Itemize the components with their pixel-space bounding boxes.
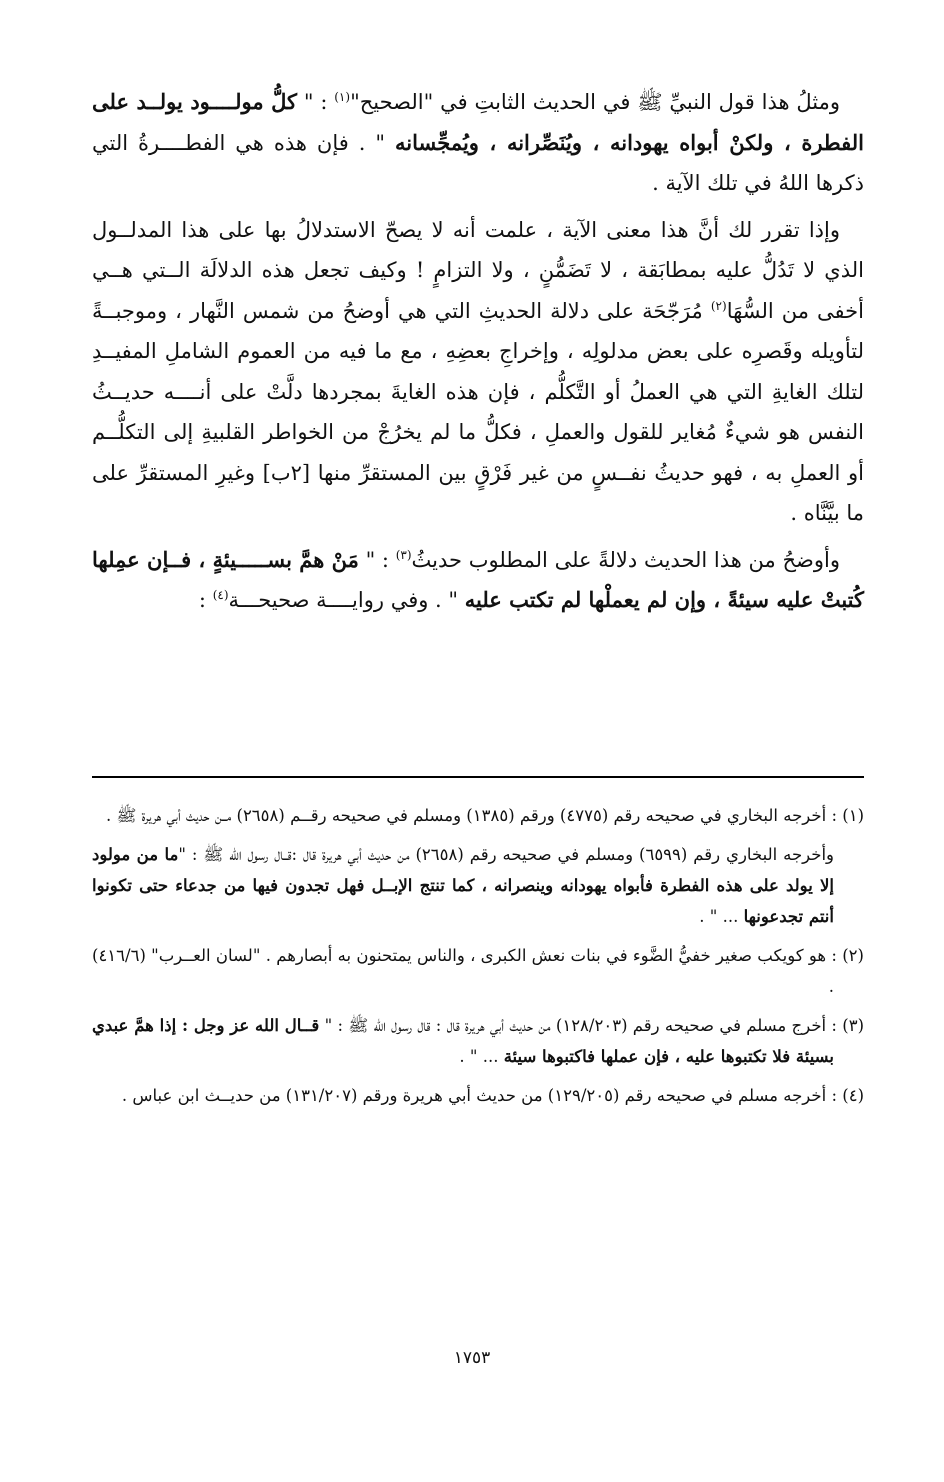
footnote-2-text: هو كويكب صغير خفيُّ الضَّوء في بنات نعش الكبرى ، والناس يمتحنون به أبصارهم . "لسان العــرب" (٤١٦/٦) . xyxy=(92,946,834,996)
footnote-separator xyxy=(92,776,864,778)
paragraph-3 xyxy=(92,540,864,621)
footnote-1-text: أخرجه البخاري في صحيحه رقم (٤٧٧٥) ورقم (١٣٨٥) ومسلم في صحيحه رقــم (٢٦٥٨) مــن حديث أبي هريرة ﷺ . xyxy=(106,806,832,825)
footnote-1b-end: ... " . xyxy=(699,907,744,926)
p3-intro: وأوضحُ من هذا الحديث دلالةً على المطلوب حديثُ xyxy=(411,547,840,572)
footnote-1-continued xyxy=(92,839,864,932)
p3-end: : xyxy=(198,588,213,612)
footnotes xyxy=(92,800,864,1119)
p3-colon: : " xyxy=(358,547,396,572)
footnote-4-number: (٤) : xyxy=(831,1086,864,1105)
footnote-3-end: ... " . xyxy=(459,1047,504,1066)
footnote-3-text: أخرج مسلم في صحيحه رقم (١٢٨/٢٠٣) من حديث أبي هريرة قال : قال رسول الله ﷺ : " xyxy=(319,1016,832,1035)
p2-part1: وإذا تقرر لك أنَّ هذا معنى الآية ، علمت أنه لا يصحّ الاستدلالُ بها على هذا المدلــول الذي لا تَدُلُّ عليه بمطابَقة ، لا تَضَمُّنٍ ، ولا التزامٍ ! وكيف تجعل هذه الدلالَة الــتي هــي أخفى من السُّهَا xyxy=(92,217,864,323)
footnote-3-quote: قــال الله عز وجل : إذا همَّ عبدي بسيئة فلا تكتبوها عليه ، فإن عملها فاكتبوها سيئة xyxy=(92,1016,834,1066)
footnote-1-number: (١) : xyxy=(831,806,864,825)
footnote-3 xyxy=(92,1010,864,1072)
footnote-1 xyxy=(92,800,864,831)
footnote-4 xyxy=(92,1080,864,1111)
page-number: ١٧٥٣ xyxy=(453,1348,491,1368)
footnote-3-number: (٣) : xyxy=(831,1016,864,1035)
hadith-quote-2: مَنْ همَّ بســـــيئةٍ ، فــإن عمِلها كُتبتْ عليه سيئةً ، وإن لم يعملْها لم تكتب عليه xyxy=(92,546,864,612)
hadith-quote-1: كلُّ مولــــود يولــد على الفطرة ، ولكنْ أبواه يهودانه ، ويُنَصِّرانه ، ويُمجِّسانه xyxy=(92,89,865,155)
footnote-ref-3[interactable]: (٣) xyxy=(395,547,412,562)
footnote-ref-4[interactable]: (٤) xyxy=(212,588,229,602)
footnote-ref-1[interactable]: (١) xyxy=(334,90,351,104)
p1-rest: " . فإن هذه هي الفطــــرةُ التي ذكرها اللهُ في تلك الآية . xyxy=(92,130,864,195)
footnote-1b-text: وأخرجه البخاري رقم (٦٥٩٩) ومسلم في صحيحه رقم (٢٦٥٨) من حديث أبي هريرة قال :قــال رسول الله ﷺ : " xyxy=(178,845,835,864)
p1-colon: : " xyxy=(297,90,335,114)
footnote-4-text: أخرجه مسلم في صحيحه رقم (١٢٩/٢٠٥) من حديث أبي هريرة ورقم (١٣١/٢٠٧) من حديــث ابن عباس . xyxy=(121,1086,832,1105)
p1-intro: ومثلُ هذا قول النبيِّ ﷺ في الحديث الثابتِ في "الصحيح" xyxy=(350,90,840,114)
paragraph-1 xyxy=(92,82,864,204)
p2-part2: مُرَجّحَة على دلالة الحديثِ التي هي أوضحُ من شمس النَّهار ، وموجبــةً لتأويله وقَصرِه على بعض مدلولِه ، وإخراجِ بعضِهِ ، مع ما فيه من العموم الشاملِ المفيــدِ لتلك الغايةِ التي هي العملُ أو التَّكلُّم ، فإن هذه الغايةَ بمجردها دلَّتْ على أنــــه حديــثُ النفس هو شيءٌ مُغاير للقول والعملِ ، فكلُّ ما لم يخرُجْ من الخواطر القلبيةِ إلى التكلُّــم أو العملِ به ، فهو حديثُ نفــسٍ من غير فَرْقٍ بين المستقرِّ منها [٢ب] وغيرِ المستقرِّ على ما بيَّنَّاه . xyxy=(92,298,864,525)
footnote-2-number: (٢) : xyxy=(831,946,864,965)
main-text xyxy=(92,82,864,621)
footnote-2 xyxy=(92,940,864,1002)
paragraph-2 xyxy=(92,210,864,534)
footnote-ref-2[interactable]: (٢) xyxy=(710,298,727,313)
footnote-1b-quote: ما من مولود إلا يولد على هذه الفطرة فأبواه يهودانه وينصرانه ، كما تنتج الإبــل فهل تجدون فيها من جدعاء حتى تكونوا أنتم تجدعونها xyxy=(92,845,834,926)
p3-rest: " . وفي روايــــة صحيحـــة xyxy=(228,588,465,612)
